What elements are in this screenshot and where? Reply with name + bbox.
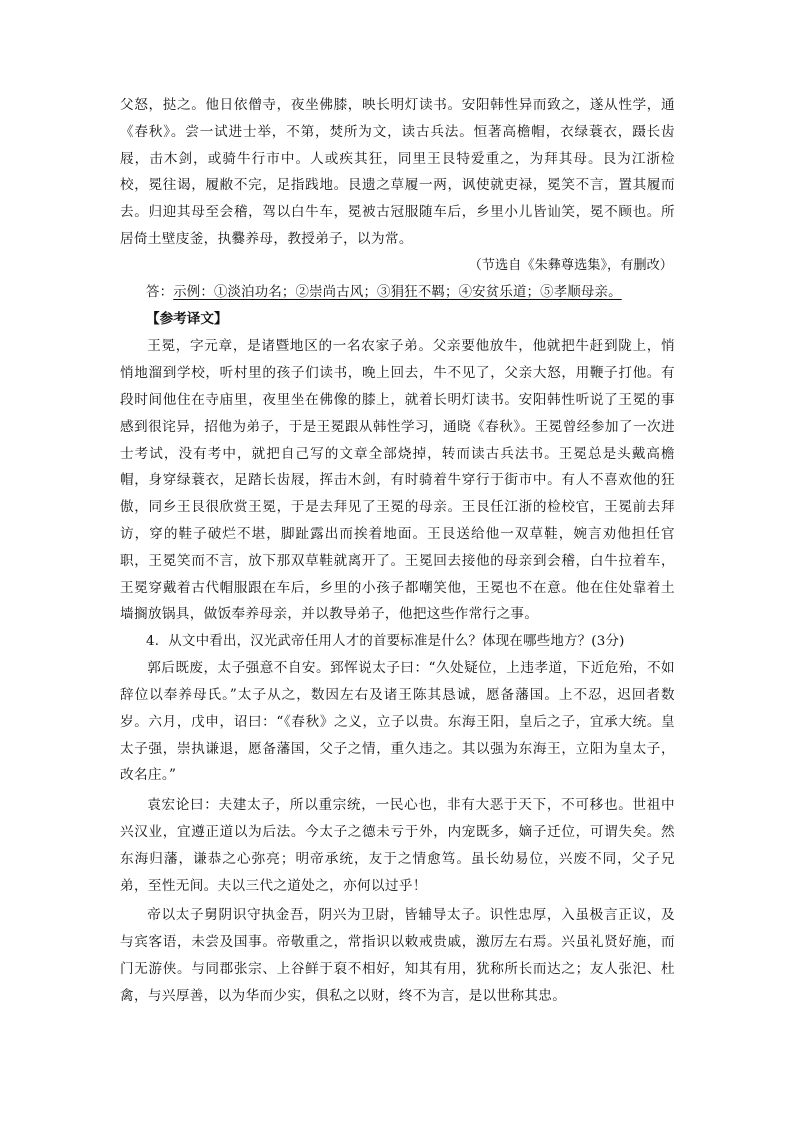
- passage2-paragraph-2: 袁宏论曰：夫建太子，所以重宗统，一民心也，非有大恶于天下，不可移也。世祖中兴汉业，宜遵正道以为后法。今太子之德未亏于外，内宠既多，嫡子迁位，可谓失矣。然东海归藩，谦恭之心弥亮；明帝承统，友于之情愈笃。虽长幼易位，兴废不同，父子兄弟，至性无间。夫以三代之道处之，亦何以过乎！: [120, 797, 675, 894]
- document-page: [120, 92, 675, 1010]
- passage-ending: 父怒，挞之。他日依僧寺，夜坐佛膝，映长明灯读书。安阳韩性异而致之，遂从性学，通《春秋》。尝一试进士举，不第，焚所为文，读古兵法。恒著高檐帽，衣绿蓑衣，蹑长齿屐，击木剑，或骑牛行市中。人或疾其狂，同里王艮特爱重之，为拜其母。艮为江浙检校，冕往谒，履敝不完，足指践地。艮遗之草履一两，讽使就吏禄，冕笑不言，置其履而去。归迎其母至会稽，驾以白牛车，冕被古冠服随车后，乡里小儿皆讪笑，冕不顾也。所居倚土壁庋釜，执爨养母，教授弟子，以为常。: [120, 97, 675, 247]
- source-citation: （节选自《朱彝尊选集》，有删改）: [468, 257, 673, 273]
- translation-paragraph: 王冕，字元章，是诸暨地区的一名农家子弟。父亲要他放牛，他就把牛赶到陇上，悄悄地溜到学校，听村里的孩子们读书，晚上回去，牛不见了，父亲大怒，用鞭子打他。有段时间他住在寺庙里，夜里坐在佛像的膝上，就着长明灯读书。安阳韩性听说了王冕的事感到很诧异，招他为弟子，于是王冕跟从韩性学习，通晓《春秋》。王冕曾经参加了一次进士考试，没有考中，就把自己写的文章全部烧掉，转而读古兵法书。王冕总是头戴高檐帽，身穿绿蓑衣，足踏长齿屐，挥击木剑，有时骑着牛穿行于街市中。有人不喜欢他的狂傲，同乡王艮很欣赏王冕，于是去拜见了王冕的母亲。王艮任江浙的检校官，王冕前去拜访，穿的鞋子破烂不堪，脚趾露出而挨着地面。王艮送给他一双草鞋，婉言劝他担任官职，王冕笑而不言，放下那双草鞋就离开了。王冕回去接他的母亲到会稽，白牛拉着车，王冕穿戴着古代帽服跟在车后，乡里的小孩子都嘲笑他，王冕也不在意。他在住处靠着土墙搁放锅具，做饭奉养母亲，并以教导弟子，他把这些作常行之事。: [120, 338, 675, 623]
- answer-content: 示例：①淡泊功名；②崇尚古风；③狷狂不羁；④安贫乐道；⑤孝顺母亲。: [173, 284, 622, 300]
- translation-heading: 【参考译文】: [146, 311, 228, 328]
- answer-line: [120, 280, 675, 307]
- passage2-paragraph-1: 郭后既废，太子强意不自安。郅恽说太子曰：“久处疑位，上违孝道，下近危殆，不如辞位以奉养母氏。”太子从之，数因左右及诸王陈其恳诚，愿备藩国。上不忍，迟回者数岁。六月，戊申，诏曰：“《春秋》之义，立子以贵。东海王阳，皇后之子，宜承大统。皇太子强，崇执谦退，愿备藩国，父子之情，重久违之。其以强为东海王，立阳为皇太子，改名庄。”: [120, 660, 675, 784]
- question-4: 4．从文中看出，汉光武帝任用人才的首要标准是什么？体现在哪些地方？(3分): [146, 634, 625, 650]
- passage2-paragraph-3: 帝以太子舅阴识守执金吾，阴兴为卫尉，皆辅导太子。识性忠厚，入虽极言正议，及与宾客语，未尝及国事。帝敬重之，常指识以敕戒贵戚，激厉左右焉。兴虽礼贤好施，而门无游侠。与同郡张宗、上谷鲜于裒不相好，知其有用，犹称所长而达之；友人张汜、杜禽，与兴厚善，以为华而少实，俱私之以财，终不为言，是以世称其忠。: [120, 907, 675, 1004]
- answer-label: 答：: [146, 284, 174, 300]
